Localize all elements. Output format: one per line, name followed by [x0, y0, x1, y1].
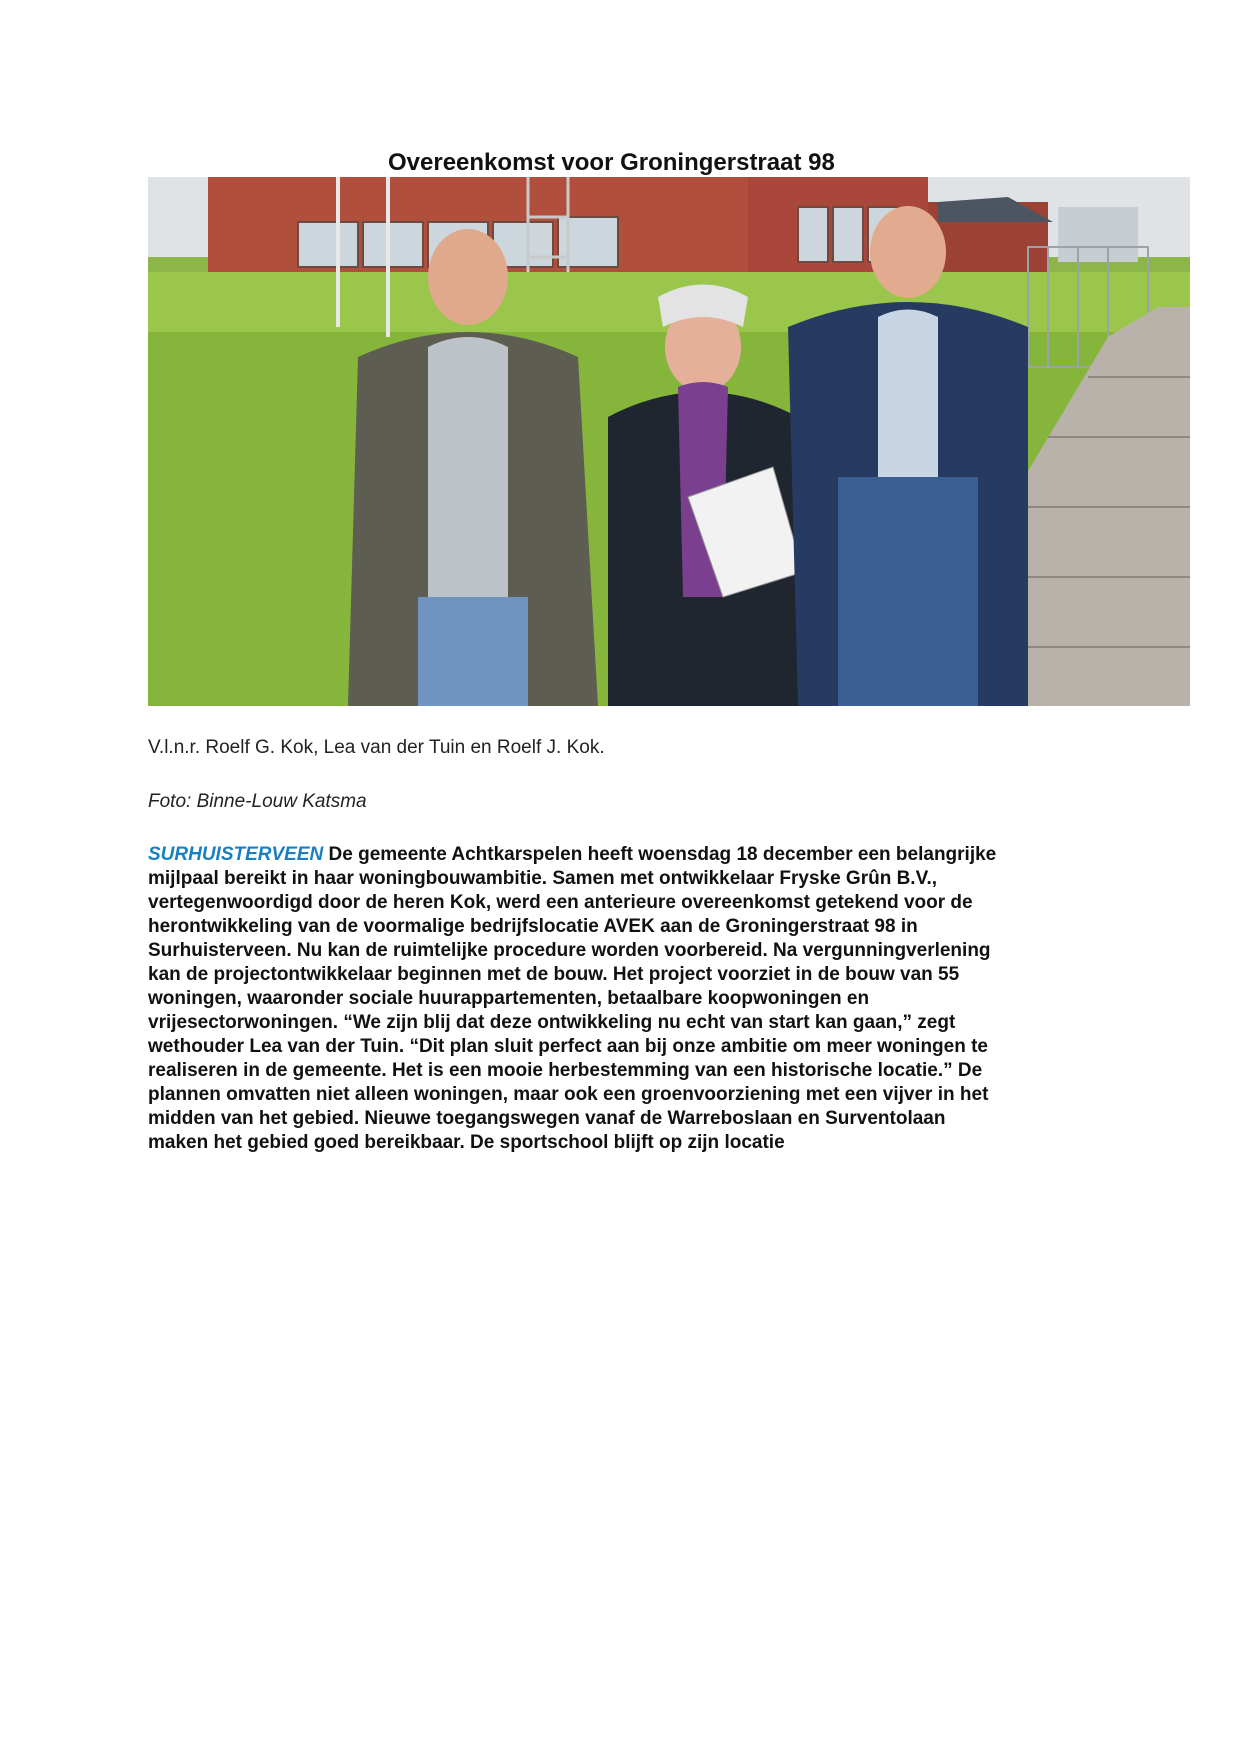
- article-line: vrijesectorwoningen. “We zijn blij dat deze ontwikkeling nu echt van start kan gaan,” zegt: [148, 1012, 956, 1033]
- article-line: plannen omvatten niet alleen woningen, maar ook een groenvoorziening met een vijver in het: [148, 1084, 989, 1105]
- article-line: maken het gebied goed bereikbaar. De sportschool blijft op zijn locatie: [148, 1132, 785, 1153]
- article-line: vertegenwoordigd door de heren Kok, werd een anterieure overeenkomst getekend voor de: [148, 892, 973, 913]
- article-line: Surhuisterveen. Nu kan de ruimtelijke procedure worden voorbereid. Na vergunningverlening: [148, 940, 991, 961]
- article-body: [148, 843, 1088, 1155]
- article-line: mijlpaal bereikt in haar woningbouwambitie. Samen met ontwikkelaar Fryske Grûn B.V.,: [148, 868, 938, 889]
- article-line: realiseren in de gemeente. Het is een mooie herbestemming van een historische locatie.” De: [148, 1060, 983, 1081]
- article-line: wethouder Lea van der Tuin. “Dit plan sluit perfect aan bij onze ambitie om meer woningen te: [148, 1036, 988, 1057]
- article-line-text: De gemeente Achtkarspelen heeft woensdag 18 december een belangrijke: [323, 844, 997, 865]
- dateline: SURHUISTERVEEN: [148, 844, 324, 865]
- article-line: woningen, waaronder sociale huurappartementen, betaalbare koopwoningen en: [148, 988, 870, 1009]
- article-line: midden van het gebied. Nieuwe toegangswegen vanaf de Warreboslaan en Surventolaan: [148, 1108, 946, 1129]
- photo-caption: V.l.n.r. Roelf G. Kok, Lea van der Tuin en Roelf J. Kok.: [148, 737, 605, 758]
- article-line: kan de projectontwikkelaar beginnen met de bouw. Het project voorziet in de bouw van 55: [148, 964, 960, 985]
- photo-credit: Foto: Binne-Louw Katsma: [148, 791, 367, 812]
- article-photo: [148, 177, 1190, 706]
- article-line: [148, 843, 1088, 867]
- article-title: Overeenkomst voor Groningerstraat 98: [388, 149, 835, 176]
- article-line: herontwikkeling van de voormalige bedrijfslocatie AVEK aan de Groningerstraat 98 in: [148, 916, 918, 937]
